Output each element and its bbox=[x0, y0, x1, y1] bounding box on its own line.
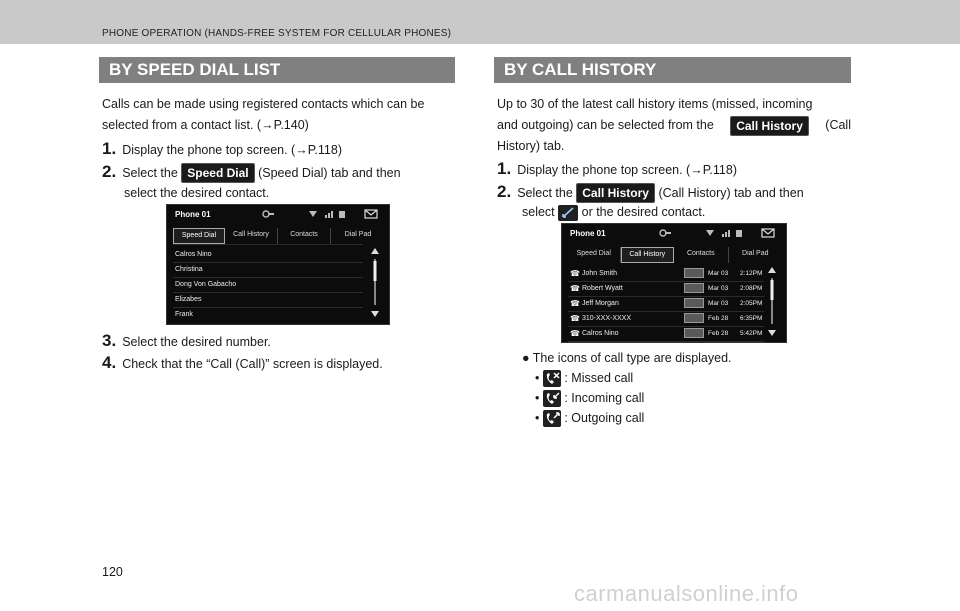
call-history-chip: Call History bbox=[730, 116, 809, 136]
screen-tabs bbox=[568, 247, 782, 263]
table-row[interactable] bbox=[568, 326, 764, 342]
left-step-3 bbox=[102, 330, 271, 353]
step-text: select bbox=[522, 205, 555, 219]
left-step-1 bbox=[102, 138, 342, 161]
intro-text: and outgoing) can be selected from the bbox=[497, 118, 714, 132]
list-item[interactable]: Dong Von Gabacho bbox=[175, 281, 237, 288]
scrollbar[interactable] bbox=[370, 247, 380, 319]
header-title: PHONE OPERATION (HANDS-FREE SYSTEM FOR CELLULAR PHONES) bbox=[102, 28, 452, 39]
phone-link-icon bbox=[658, 228, 672, 238]
step-text: Select the desired number. bbox=[122, 335, 271, 349]
step-number: 2. bbox=[102, 162, 117, 181]
call-date: Mar 03 bbox=[708, 270, 729, 277]
call-date: Mar 03 bbox=[708, 300, 729, 307]
tab-call-history[interactable]: Call History bbox=[225, 228, 278, 244]
step-number: 1. bbox=[102, 139, 117, 158]
tab-dial-pad[interactable]: Dial Pad bbox=[742, 250, 769, 257]
call-button[interactable] bbox=[684, 313, 704, 323]
right-intro-line1: Up to 30 of the latest call history items (missed, incoming bbox=[497, 97, 813, 111]
call-button[interactable] bbox=[684, 298, 704, 308]
call-date: Mar 03 bbox=[708, 285, 729, 292]
outgoing-call-icon bbox=[543, 410, 561, 427]
step-text: Display the phone top screen. (→P.118) bbox=[517, 163, 737, 177]
divider bbox=[173, 292, 363, 293]
left-step-2-line2: select the desired contact. bbox=[124, 186, 270, 200]
tab-contacts[interactable]: Contacts bbox=[278, 228, 331, 244]
missed-call-icon bbox=[543, 370, 561, 387]
step-text: Select the bbox=[517, 186, 573, 200]
watermark: carmanualsonline.info bbox=[574, 581, 799, 606]
incoming-call-icon bbox=[543, 390, 561, 407]
step-text: Select the bbox=[122, 166, 178, 180]
message-icon bbox=[364, 209, 378, 219]
right-intro-line2 bbox=[497, 115, 851, 136]
speed-dial-screenshot bbox=[166, 204, 390, 325]
call-button[interactable] bbox=[684, 268, 704, 278]
call-log-icon bbox=[558, 205, 578, 221]
tab-speed-dial[interactable]: Speed Dial bbox=[173, 228, 225, 244]
list-item[interactable]: Calros Nino bbox=[175, 251, 212, 258]
table-row[interactable] bbox=[568, 266, 764, 282]
step-text: Check that the “Call (Call)” screen is displayed. bbox=[122, 357, 383, 371]
contact-name: Robert Wyatt bbox=[582, 285, 623, 292]
heading-speed-dial: BY SPEED DIAL LIST bbox=[99, 57, 455, 83]
bullet-dot: • bbox=[535, 371, 540, 385]
legend-label: : Missed call bbox=[564, 371, 634, 385]
tab-call-history[interactable]: Call History bbox=[621, 247, 675, 263]
list-item[interactable]: Frank bbox=[175, 311, 193, 318]
contact-name: Jeff Morgan bbox=[582, 300, 619, 307]
call-type-icon: ☎ bbox=[570, 299, 580, 308]
step-text: Display the phone top screen. (→P.118) bbox=[122, 143, 342, 157]
list-item[interactable]: Elizabes bbox=[175, 296, 202, 303]
call-date: Feb 28 bbox=[708, 330, 729, 337]
call-type-note: ● The icons of call type are displayed. bbox=[522, 351, 732, 365]
legend-missed bbox=[535, 369, 633, 387]
call-time: 2:05PM bbox=[740, 300, 763, 307]
call-history-screenshot bbox=[561, 223, 787, 343]
call-time: 6:35PM bbox=[740, 315, 763, 322]
divider bbox=[173, 277, 363, 278]
screen-title: Phone 01 bbox=[570, 229, 606, 238]
step-number: 1. bbox=[497, 159, 512, 178]
left-step-4 bbox=[102, 352, 383, 375]
call-type-icon: ☎ bbox=[570, 284, 580, 293]
legend-label: : Incoming call bbox=[564, 391, 645, 405]
call-time: 2:12PM bbox=[740, 270, 763, 277]
right-step-2 bbox=[497, 181, 851, 204]
call-button[interactable] bbox=[684, 328, 704, 338]
step-number: 4. bbox=[102, 353, 117, 372]
phone-link-icon bbox=[261, 209, 275, 219]
call-date: Feb 28 bbox=[708, 315, 729, 322]
legend-label: : Outgoing call bbox=[564, 411, 645, 425]
table-row[interactable] bbox=[568, 296, 764, 312]
page-number: 120 bbox=[102, 565, 123, 579]
contact-name: Calros Nino bbox=[582, 330, 619, 337]
screen-title: Phone 01 bbox=[175, 210, 211, 219]
step-number: 2. bbox=[497, 182, 512, 201]
intro-text: (Call bbox=[825, 118, 851, 132]
tab-speed-dial[interactable]: Speed Dial bbox=[568, 247, 621, 263]
status-icons bbox=[307, 209, 347, 219]
divider bbox=[173, 262, 363, 263]
legend-outgoing bbox=[535, 409, 644, 427]
left-intro-line1: Calls can be made using registered contacts which can be bbox=[102, 97, 425, 111]
right-step-2-line2 bbox=[522, 202, 705, 223]
tab-dial-pad[interactable]: Dial Pad bbox=[344, 231, 372, 238]
right-step-1 bbox=[497, 158, 737, 181]
status-icons bbox=[704, 228, 744, 238]
right-intro bbox=[497, 94, 851, 157]
legend-incoming bbox=[535, 389, 644, 407]
bullet-dot: • bbox=[535, 391, 540, 405]
step-text: (Call History) tab and then bbox=[658, 186, 804, 200]
call-type-icon: ☎ bbox=[570, 314, 580, 323]
tab-contacts[interactable]: Contacts bbox=[674, 247, 728, 263]
divider bbox=[173, 244, 363, 245]
call-type-icon: ☎ bbox=[570, 269, 580, 278]
right-intro-line3: History) tab. bbox=[497, 139, 565, 153]
left-step-2 bbox=[102, 161, 455, 184]
call-history-chip: Call History bbox=[576, 183, 655, 203]
contact-name: 310-XXX-XXXX bbox=[582, 315, 632, 322]
message-icon bbox=[761, 228, 775, 238]
call-type-icon: ☎ bbox=[570, 329, 580, 338]
contact-name: John Smith bbox=[582, 270, 618, 277]
table-row[interactable] bbox=[568, 311, 764, 327]
speed-dial-chip: Speed Dial bbox=[181, 163, 254, 183]
step-text: or the desired contact. bbox=[581, 205, 706, 219]
bullet-dot: • bbox=[535, 411, 540, 425]
scrollbar[interactable] bbox=[767, 266, 777, 338]
call-button[interactable] bbox=[684, 283, 704, 293]
heading-call-history: BY CALL HISTORY bbox=[494, 57, 851, 83]
step-text: (Speed Dial) tab and then bbox=[258, 166, 401, 180]
step-number: 3. bbox=[102, 331, 117, 350]
screen-tabs bbox=[173, 228, 385, 244]
call-time: 2:08PM bbox=[740, 285, 763, 292]
left-intro-line2: selected from a contact list. (→P.140) bbox=[102, 118, 309, 132]
list-item[interactable]: Christina bbox=[175, 266, 203, 273]
left-intro bbox=[102, 94, 455, 136]
table-row[interactable] bbox=[568, 281, 764, 297]
divider bbox=[173, 307, 363, 308]
call-time: 5:42PM bbox=[740, 330, 763, 337]
